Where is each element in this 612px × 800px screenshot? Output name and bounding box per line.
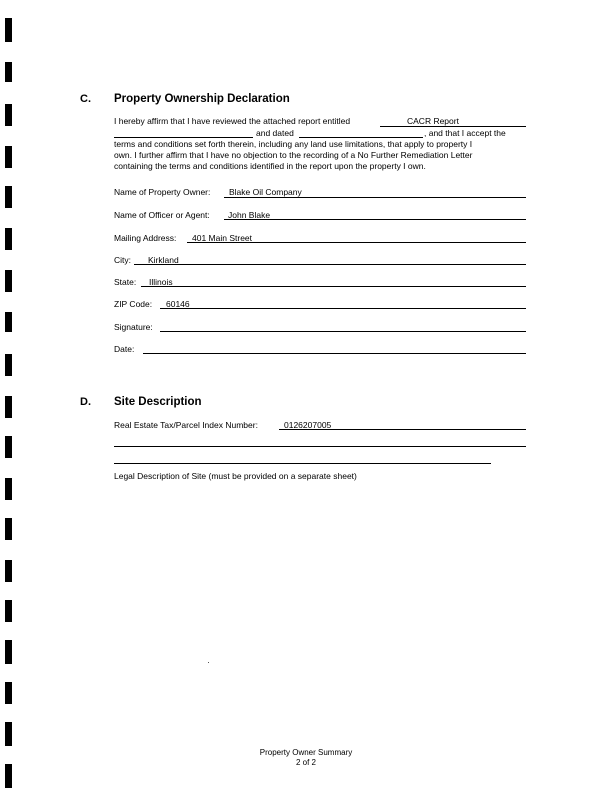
- date-line: [143, 353, 526, 354]
- owner-value: Blake Oil Company: [229, 187, 302, 197]
- zip-value: 60146: [166, 299, 190, 309]
- punch-mark: [5, 18, 12, 42]
- punch-mark: [5, 682, 12, 704]
- pin-continuation-line: [114, 446, 526, 447]
- scan-speck: [208, 662, 209, 663]
- signature-line: [160, 331, 526, 332]
- date-label: Date:: [114, 344, 135, 354]
- state-line: [141, 286, 526, 287]
- zip-line: [160, 308, 526, 309]
- punch-mark: [5, 478, 12, 500]
- report-title-continuation-line: [114, 137, 253, 138]
- punch-mark: [5, 186, 12, 208]
- punch-mark: [5, 640, 12, 664]
- section-c-letter: C.: [80, 93, 91, 105]
- affirm-line-1: I hereby affirm that I have reviewed the attached report entitled: [114, 116, 351, 126]
- address-value: 401 Main Street: [192, 233, 253, 243]
- punch-mark: [5, 354, 12, 376]
- zip-label: ZIP Code:: [114, 299, 153, 309]
- signature-label: Signature:: [114, 322, 153, 332]
- affirm-line-4: own. I further affirm that I have no objection to the recording of a No Further Remediation Letter: [114, 150, 473, 160]
- owner-label: Name of Property Owner:: [114, 187, 211, 197]
- legal-description-note: Legal Description of Site (must be provided on a separate sheet): [114, 471, 357, 481]
- punch-mark: [5, 270, 12, 292]
- report-title-value: CACR Report: [407, 116, 459, 126]
- section-c-title: Property Ownership Declaration: [114, 93, 290, 105]
- footer-page-number: 2 of 2: [295, 758, 316, 767]
- state-value: Illinois: [149, 277, 173, 287]
- address-label: Mailing Address:: [114, 233, 177, 243]
- affirm-line-2-middle: and dated: [256, 128, 294, 138]
- punch-mark: [5, 722, 12, 746]
- officer-value: John Blake: [228, 210, 271, 220]
- city-line: [134, 264, 526, 265]
- city-label: City:: [114, 255, 131, 265]
- section-d-title: Site Description: [114, 396, 202, 408]
- report-title-line: [380, 126, 526, 127]
- punch-mark: [5, 104, 12, 126]
- punch-mark: [5, 62, 12, 82]
- punch-mark: [5, 436, 12, 458]
- punch-mark: [5, 560, 12, 582]
- address-line: [187, 242, 526, 243]
- affirm-line-2-suffix: , and that I accept the: [424, 128, 506, 138]
- pin-line: [279, 429, 526, 430]
- affirm-line-5: containing the terms and conditions identified in the report upon the property I own.: [114, 161, 426, 171]
- punch-mark: [5, 518, 12, 540]
- date-of-report-line: [299, 137, 423, 138]
- state-label: State:: [114, 277, 137, 287]
- city-value: Kirkland: [148, 255, 179, 265]
- punch-mark: [5, 600, 12, 622]
- owner-line: [224, 197, 526, 198]
- officer-line: [224, 219, 526, 220]
- section-d-letter: D.: [80, 396, 91, 408]
- affirm-line-3: terms and conditions set forth therein, including any land use limitations, that apply to property I: [114, 139, 473, 149]
- pin-value: 0126207005: [284, 420, 332, 430]
- pin-continuation-line-2: [114, 463, 491, 464]
- punch-mark: [5, 312, 12, 332]
- punch-mark: [5, 764, 12, 788]
- officer-label: Name of Officer or Agent:: [114, 210, 210, 220]
- footer-title: Property Owner Summary: [259, 748, 353, 757]
- punch-mark: [5, 228, 12, 250]
- pin-label: Real Estate Tax/Parcel Index Number:: [114, 420, 258, 430]
- punch-mark: [5, 146, 12, 168]
- punch-mark: [5, 396, 12, 418]
